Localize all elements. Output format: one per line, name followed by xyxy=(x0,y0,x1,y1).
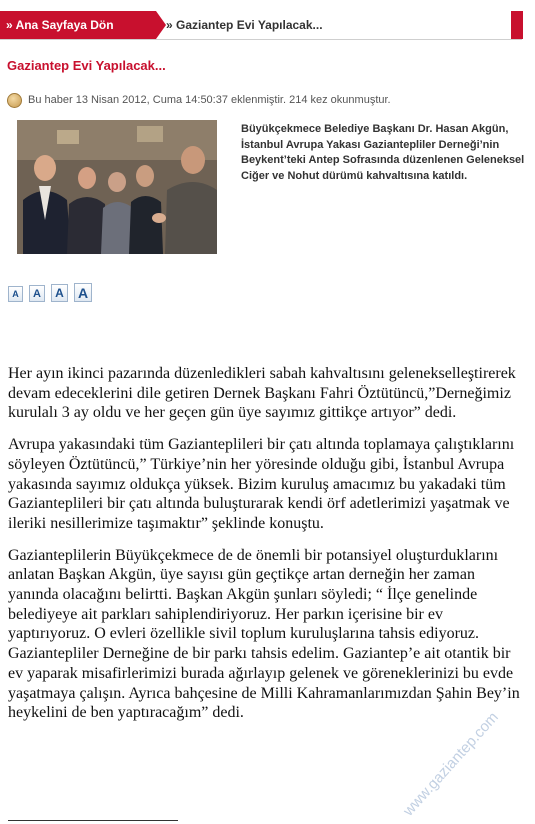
top-navigation-bar xyxy=(0,11,522,40)
meta-text: Bu haber 13 Nisan 2012, Cuma 14:50:37 eklenmiştir. 214 kez okunmuştur. xyxy=(28,94,391,106)
home-link[interactable]: » Ana Sayfaya Dön xyxy=(0,11,156,39)
article-title: Gaziantep Evi Yapılacak... xyxy=(7,58,166,73)
article-paragraph: Gazianteplilerin Büyükçekmece de de önemli bir potansiyel oluşturduklarını anlatan Başkan Akgün, üye sayısı gün geçtikçe artan derneğin her zaman yanında olacağını belirtti. Başkan Akgün şunları söyledi; “ İlçe genelinde belediyeye ait parkları sahiplendiriyoruz. Her parkın içerisine bir ev yaptırıyoruz. O evleri özellikle sivil toplum kuruluşlarına tahsis ediyoruz. Gaziantepliler Derneğine de bir parkı tahsis edelim. Gaziantep’e ait otantik bir ev yaparak misafirlerimizi burada ağırlayıp gelenek ve göreneklerinizi bu evde yaşatmaya çalışın. Ayrıca bahçesine de Milli Kahramanlarımızdan Şahin Bey’in heykelini de ben yaptıracağım” dedi. xyxy=(8,546,520,722)
topbar-accent xyxy=(511,11,523,39)
article-meta xyxy=(7,91,391,109)
article-paragraph: Her ayın ikinci pazarında düzenledikleri sabah kahvaltısını gelenekselleştirerek devam edeceklerini dile getiren Dernek Başkanı Fahri Öztütüncü,”Derneğimiz kurulalı 3 ay oldu ve her geçen gün üye sayımız gittikçe artıyor” dedi. xyxy=(8,365,516,422)
article-photo xyxy=(17,120,217,254)
font-size-controls xyxy=(8,283,92,302)
font-size-small-button[interactable]: A xyxy=(29,285,45,302)
watermark: www.gaziantep.com xyxy=(400,708,502,820)
article-body xyxy=(8,364,528,735)
breadcrumb: » Gaziantep Evi Yapılacak... xyxy=(166,18,323,32)
calendar-icon xyxy=(7,93,22,108)
font-size-medium-button[interactable]: A xyxy=(51,284,68,302)
photo-illustration xyxy=(17,120,217,254)
font-size-large-button[interactable]: A xyxy=(74,283,92,302)
font-size-smallest-button[interactable]: A xyxy=(8,286,23,302)
article-paragraph: Avrupa yakasındaki tüm Gazianteplileri bir çatı altında toplamaya çalıştıklarını söyleyen Öztütüncü,” Türkiye’nin her yöresinde olduğu gibi, İstanbul Avrupa yakasında sayımız oldukça yüksek. Bizim kuruluş amacımız bu yakadaki tüm Gazianteplileri bir çatı altında buluşturarak kendi örf adetlerimizi yaşatmak ve ileriki nesillerimize taşımaktır” şeklinde konuştu. xyxy=(8,436,515,532)
article-lead: Büyükçekmece Belediye Başkanı Dr. Hasan Akgün, İstanbul Avrupa Yakası Gaziantepliler Derneği’nin Beykent’teki Antep Sofrasında düzenlenen Geleneksel Ciğer ve Nohut dürümü kahvaltısına katıldı. xyxy=(241,123,525,182)
divider xyxy=(8,820,178,821)
